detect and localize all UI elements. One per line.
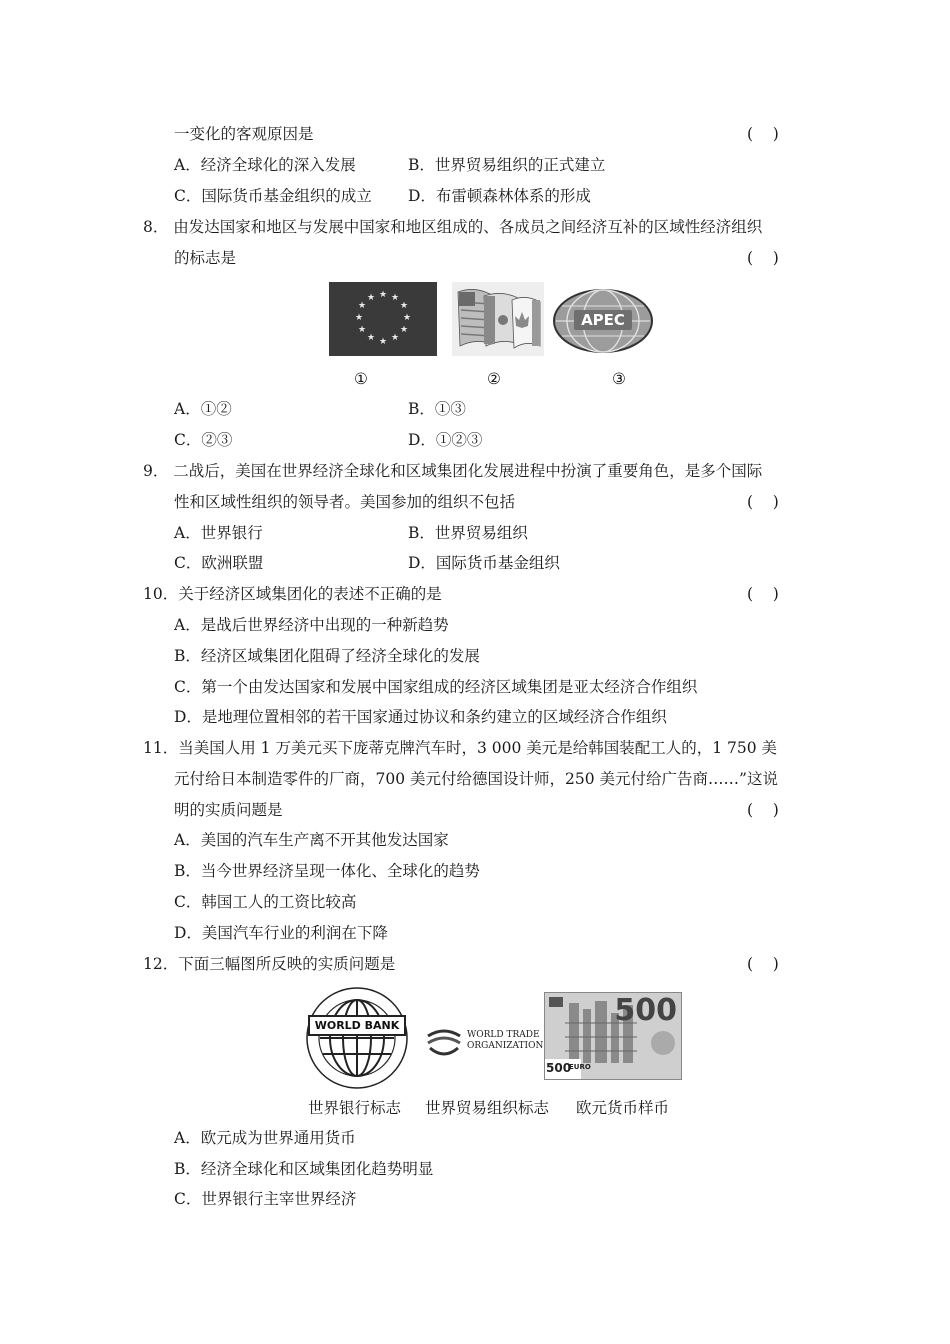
svg-text:★: ★ (399, 301, 409, 311)
svg-text:★: ★ (399, 325, 409, 335)
svg-text:★: ★ (354, 313, 364, 323)
q12-caption-wto: 世界贸易组织标志 (425, 1099, 550, 1117)
q8-figure-label-3: ③ (612, 370, 626, 388)
svg-text:★: ★ (366, 293, 376, 303)
q11-option-b: B．当今世界经济呈现一体化、全球化的趋势 (174, 862, 480, 880)
euro-banknote-value-large: 500 (614, 993, 677, 1028)
svg-text:★: ★ (357, 325, 367, 335)
q11-stem-line3: 明的实质问题是 (174, 801, 283, 819)
q9-option-d: D．国际货币基金组织 (408, 554, 560, 572)
q7-option-b: B．世界贸易组织的正式建立 (408, 156, 606, 174)
svg-text:★: ★ (390, 333, 400, 343)
wto-logo-text-line1: WORLD TRADE (467, 1030, 540, 1040)
q9-stem-line1: 9． 二战后，美国在世界经济全球化和区域集团化发展进程中扮演了重要角色，是多个国际 (143, 462, 763, 480)
wto-logo-image (424, 1022, 544, 1062)
q11-stem-line1: 11．当美国人用 1 万美元买下庞蒂克牌汽车时，3 000 美元是给韩国装配工人的，1 750 美 (143, 739, 778, 757)
q9-option-a: A．世界银行 (174, 524, 263, 542)
svg-text:★: ★ (390, 293, 400, 303)
q8-option-c: C．②③ (174, 431, 233, 449)
q12-option-b: B．经济全球化和区域集团化趋势明显 (174, 1160, 434, 1178)
q8-answer-paren: ( ) (747, 249, 779, 267)
q10-option-d: D．是地理位置相邻的若干国家通过协议和条约建立的区域经济合作组织 (174, 708, 667, 726)
eu-flag-image (329, 282, 437, 356)
q9-option-c: C．欧洲联盟 (174, 554, 264, 572)
world-bank-logo-text: WORLD BANK (314, 1019, 400, 1032)
svg-text:★: ★ (378, 290, 388, 300)
q8-option-a: A．①② (174, 400, 232, 418)
q8-option-b: B．①③ (408, 400, 466, 418)
q10-option-a: A．是战后世界经济中出现的一种新趋势 (174, 616, 449, 634)
q11-option-d: D．美国汽车行业的利润在下降 (174, 924, 388, 942)
q8-figure-label-1: ① (354, 370, 368, 388)
eu-stars-icon (329, 282, 437, 356)
svg-text:★: ★ (402, 313, 412, 323)
q7-option-a: A．经济全球化的深入发展 (174, 156, 356, 174)
q8-stem-line1: 8． 由发达国家和地区与发展中国家和地区组成的、各成员之间经济互补的区域性经济组织 (143, 218, 763, 236)
q11-option-c: C．韩国工人的工资比较高 (174, 893, 357, 911)
q7-answer-paren: ( ) (747, 125, 779, 143)
q9-answer-paren: ( ) (747, 493, 779, 511)
q10-option-c: C．第一个由发达国家和发展中国家组成的经济区域集团是亚太经济合作组织 (174, 678, 698, 696)
q12-option-c: C．世界银行主宰世界经济 (174, 1190, 357, 1208)
q8-figure-label-2: ② (487, 370, 501, 388)
q12-option-a: A．欧元成为世界通用货币 (174, 1129, 356, 1147)
q11-option-a: A．美国的汽车生产离不开其他发达国家 (174, 831, 449, 849)
world-bank-globe-icon (303, 986, 411, 1090)
q12-answer-paren: ( ) (747, 955, 779, 973)
svg-text:★: ★ (357, 301, 367, 311)
q7-stem-line2: 一变化的客观原因是 (174, 125, 314, 143)
q9-stem-line2: 性和区域性组织的领导者。美国参加的组织不包括 (174, 493, 516, 511)
euro-banknote-image (544, 992, 682, 1080)
q12-caption-euro: 欧元货币样币 (576, 1099, 670, 1117)
svg-text:★: ★ (366, 333, 376, 343)
euro-banknote-value-small: 500 (546, 1061, 572, 1075)
svg-text:★: ★ (378, 337, 388, 347)
apec-logo-text: APEC (581, 311, 625, 329)
q7-option-c: C．国际货币基金组织的成立 (174, 187, 372, 205)
wto-swirl-icon (424, 1022, 464, 1062)
q10-option-b: B．经济区域集团化阻碍了经济全球化的发展 (174, 647, 480, 665)
q8-option-d: D．①②③ (408, 431, 483, 449)
q12-caption-world-bank: 世界银行标志 (308, 1099, 402, 1117)
q8-stem-line2: 的标志是 (174, 249, 237, 267)
nafta-flags-image (452, 282, 544, 356)
apec-logo-image (552, 288, 654, 354)
euro-banknote-word: EURO (569, 1063, 591, 1071)
q10-answer-paren: ( ) (747, 585, 779, 603)
wto-logo-text-line2: ORGANIZATION (467, 1041, 544, 1051)
nafta-flags-icon (452, 282, 544, 356)
q12-stem-line1: 12．下面三幅图所反映的实质问题是 (143, 955, 396, 973)
q9-option-b: B．世界贸易组织 (408, 524, 528, 542)
q7-option-d: D．布雷顿森林体系的形成 (408, 187, 591, 205)
world-bank-logo-image (303, 986, 411, 1090)
q10-stem-line1: 10．关于经济区域集团化的表述不正确的是 (143, 585, 442, 603)
q11-answer-paren: ( ) (747, 801, 779, 819)
q11-stem-line2: 元付给日本制造零件的厂商，700 美元付给德国设计师，250 美元付给广告商……”这说 (174, 770, 778, 788)
